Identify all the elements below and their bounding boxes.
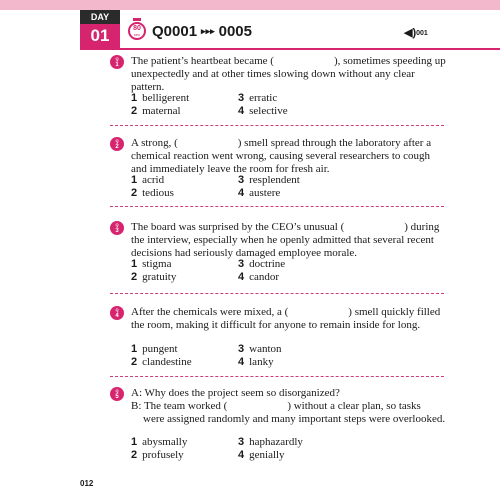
question-number-icon: Q 2 [110, 137, 124, 151]
stopwatch-icon [128, 22, 146, 40]
audio-track-number: 001 [416, 30, 428, 37]
question-stem: A strong, ( ) smell spread through the laboratory after a chemical reaction went wrong, causing several researchers to cough and immediately leave the room for fresh air. [131, 137, 432, 175]
option[interactable]: 3 resplendent [238, 174, 300, 186]
question-number-icon: Q 1 [110, 55, 124, 69]
header-divider [80, 48, 500, 50]
dialog-line-a: A: Why does the project seem so disorganized? [131, 387, 340, 399]
option[interactable]: 1 abysmally [131, 436, 188, 448]
question-number-icon: Q 3 [110, 221, 124, 235]
range-start: Q0001 [152, 23, 198, 40]
dialog-line-b-cont: were assigned randomly and many important steps were overlooked. [143, 413, 446, 425]
speaker-icon: ◀) [404, 27, 417, 39]
question-dialog [131, 387, 447, 426]
option[interactable]: 2 maternal [131, 105, 181, 117]
day-label: DAY [80, 10, 120, 24]
option[interactable]: 3 doctrine [238, 258, 286, 270]
dialog-line-b: B: The team worked ( ) without a clear plan, so tasks [131, 400, 421, 412]
option[interactable]: 3 wanton [238, 343, 282, 355]
option[interactable]: 3 erratic [238, 92, 278, 104]
timer-value: 80 [133, 25, 141, 32]
question-separator [110, 206, 444, 207]
option[interactable]: 4 selective [238, 105, 288, 117]
question-stem: The patient’s heartbeat became ( ), sometimes speeding up unexpectedly and at other times slowing down without any clear pattern. [131, 55, 446, 93]
day-badge [80, 10, 120, 48]
question-number-icon: Q 4 [110, 306, 124, 320]
option[interactable]: 2 tedious [131, 187, 174, 199]
option[interactable]: 1 acrid [131, 174, 165, 186]
range-end: 0005 [218, 23, 252, 40]
question-number-icon: Q 5 [110, 387, 124, 401]
question-stem: The board was surprised by the CEO’s unusual ( ) during the interview, especially when he openly admitted that several recent decisions had seriously damaged employee morale. [131, 221, 440, 259]
question-separator [110, 125, 444, 126]
timer-knob [133, 18, 141, 21]
page-number: 012 [80, 479, 94, 488]
question-range [152, 23, 252, 40]
question-stem: After the chemicals were mixed, a ( ) smell quickly filled the room, making it difficult for anyone to remain inside for long. [131, 306, 441, 331]
option[interactable]: 4 candor [238, 271, 280, 283]
timer-unit: sec [133, 32, 141, 37]
range-arrow-icon: ▸▸▸ [201, 26, 215, 36]
option[interactable]: 1 belligerent [131, 92, 190, 104]
option[interactable]: 1 stigma [131, 258, 172, 270]
option[interactable]: 2 profusely [131, 449, 184, 461]
audio-track[interactable] [404, 26, 428, 39]
option[interactable]: 4 lanky [238, 356, 274, 368]
option[interactable]: 3 haphazardly [238, 436, 303, 448]
option[interactable]: 2 gratuity [131, 271, 177, 283]
question-separator [110, 376, 444, 377]
day-number: 01 [90, 26, 110, 45]
option[interactable]: 4 austere [238, 187, 281, 199]
option[interactable]: 4 genially [238, 449, 285, 461]
top-color-band [0, 0, 500, 10]
option[interactable]: 2 clandestine [131, 356, 192, 368]
question-separator [110, 293, 444, 294]
option[interactable]: 1 pungent [131, 343, 178, 355]
